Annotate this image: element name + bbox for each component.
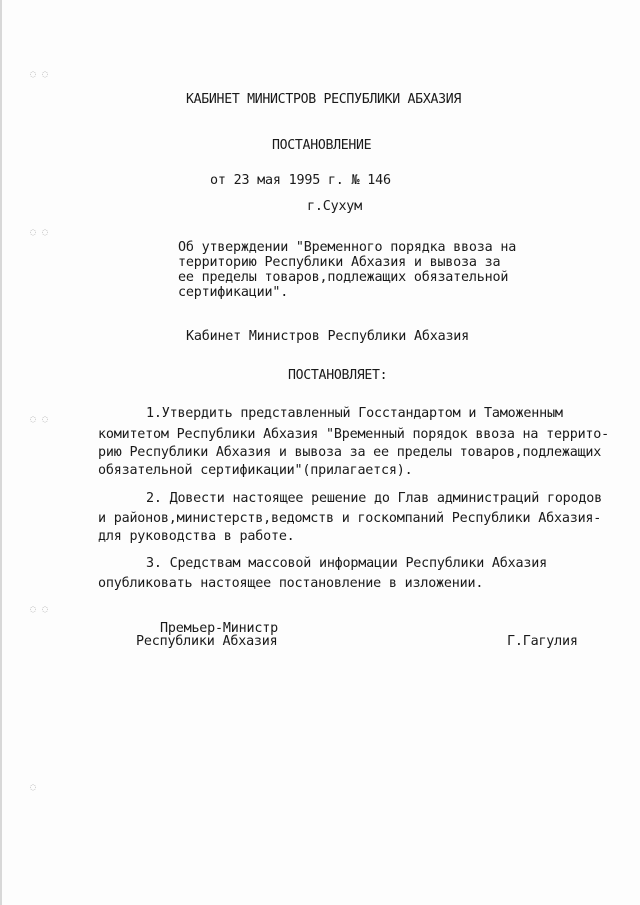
punch-hole-mark: ◌ ◌ — [30, 227, 49, 238]
signatory-title: Республики Абхазия — [136, 634, 278, 649]
point-2-line: для руководства в работе. — [98, 529, 295, 544]
subject-line: Об утверждении "Временного порядка ввоза на — [178, 240, 517, 255]
decree-heading: ПОСТАНОВЛЯЕТ: — [288, 368, 388, 383]
scan-edge-shadow — [0, 0, 2, 905]
city-line: г.Сухум — [307, 199, 363, 214]
subject-line: территорию Республики Абхазия и вывоза за — [178, 255, 501, 270]
point-1-line: комитетом Республики Абхазия "Временный порядок ввоза на террито- — [98, 427, 610, 442]
cabinet-heading: КАБИНЕТ МИНИСТРОВ РЕСПУБЛИКИ АБХАЗИЯ — [186, 92, 462, 107]
document-type-heading: ПОСТАНОВЛЕНИЕ — [272, 138, 372, 153]
point-2-line: и районов,министерств,ведомств и госкомпаний Республики Абхазия- — [98, 511, 602, 526]
punch-hole-mark: ◌ ◌ — [30, 69, 49, 80]
preamble-line: Кабинет Министров Республики Абхазия — [186, 329, 470, 344]
point-1-line: 1.Утвердить представленный Госстандартом и Таможенным — [146, 406, 563, 421]
punch-hole-mark: ◌ ◌ — [30, 604, 49, 615]
date-number-line: от 23 мая 1995 г. № 146 — [210, 173, 391, 188]
signatory-name: Г.Гагулия — [507, 634, 578, 649]
signatory-title: Премьер-Министр — [160, 621, 278, 636]
punch-hole-mark: ◌ — [30, 782, 37, 793]
subject-line: ее пределы товаров,подлежащих обязательной — [178, 270, 509, 285]
point-1-line: рию Республики Абхазия и вывоза за ее пределы товаров,подлежащих — [98, 445, 602, 460]
point-3-line: опубликовать настоящее постановление в изложении. — [98, 576, 484, 591]
point-1-line: обязательной сертификации"(прилагается). — [98, 463, 413, 478]
point-3-line: 3. Средствам массовой информации Республики Абхазия — [146, 556, 547, 571]
point-2-line: 2. Довести настоящее решение до Глав администраций городов — [146, 491, 602, 506]
punch-hole-mark: ◌ ◌ — [30, 414, 49, 425]
subject-line: сертификации". — [178, 285, 289, 300]
